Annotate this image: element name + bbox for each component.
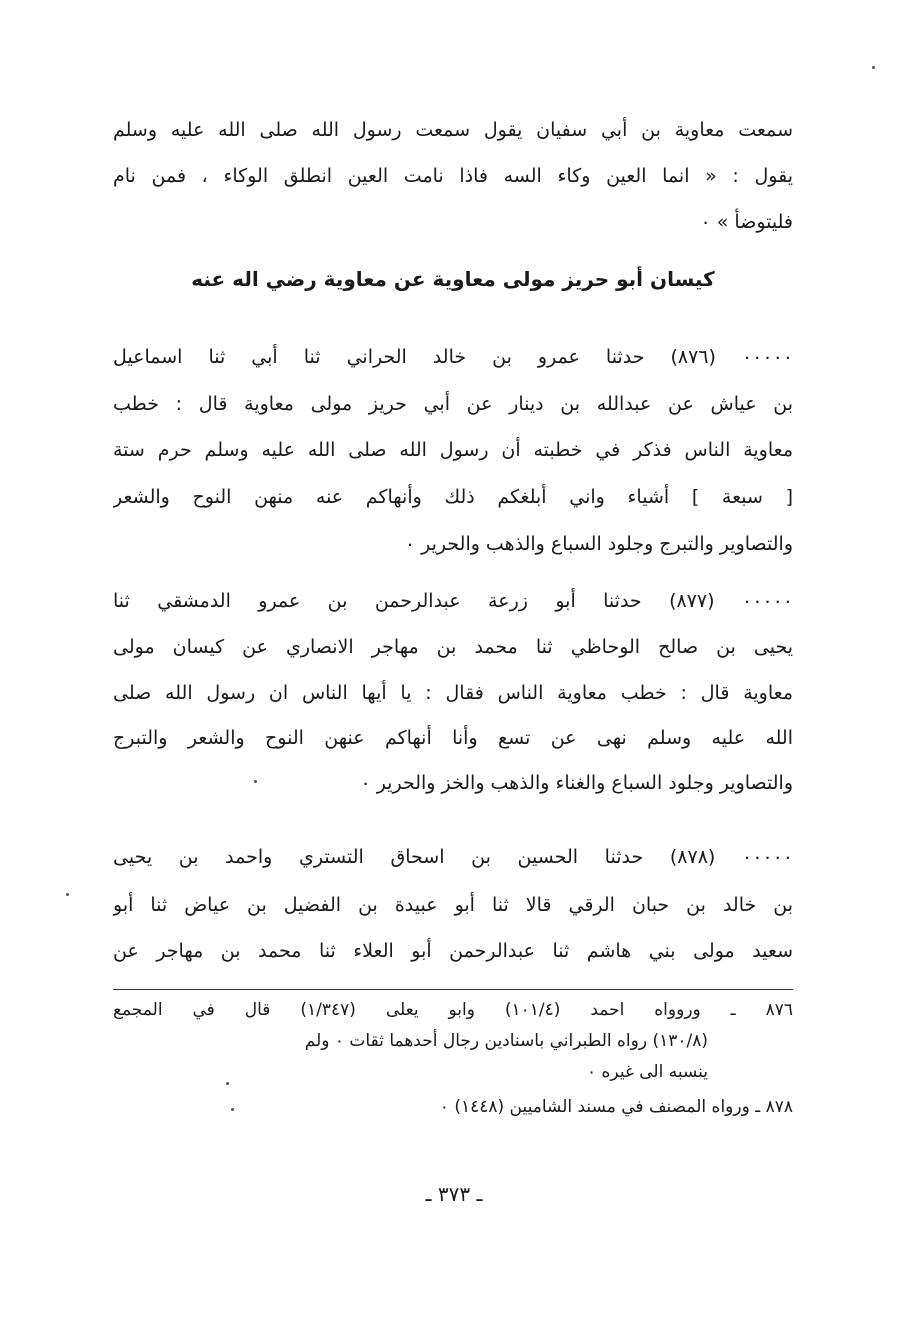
body-line-2: يقول : « انما العين وكاء السه فاذا نامت العين انطلق الوكاء ، فمن نام [113,165,793,187]
scan-speck [226,1082,229,1085]
hadith-876-line-5: والتصاوير والتبرج وجلود السباع والذهب والحرير ٠ [404,533,793,555]
scan-speck [254,780,257,783]
footnote-separator [113,989,793,990]
hadith-878-line-2: بن خالد بن حبان الرقي قالا ثنا أبو عبيدة بن الفضيل بن عياض ثنا أبو [113,894,793,916]
hadith-876-line-3: معاوية الناس فذكر في خطبته أن رسول الله صلى الله عليه وسلم حرم ستة [113,439,793,461]
body-line-3: فليتوضأ » ٠ [700,211,793,233]
scan-speck [66,893,69,896]
hadith-877-line-4: الله عليه وسلم نهى عن تسع وأنا أنهاكم عنهن النوح والشعر والتبرج [113,727,793,749]
hadith-877-line-1: ٠٠٠٠٠ (٨٧٧) حدثنا أبو زرعة عبدالرحمن بن عمرو الدمشقي ثنا [113,590,793,612]
footnote-876-line-2: (١٣٠/٨) رواه الطبراني باسنادين رجال أحدهما ثقات ٠ ولم [304,1031,708,1051]
hadith-876-line-4: [ سبعة ] أشياء واني أبلغكم ذلك وأنهاكم عنه منهن النوح والشعر [113,486,793,508]
hadith-876-line-2: بن عياش عن عبدالله بن دينار عن أبي حريز مولى معاوية قال : خطب [113,393,793,415]
hadith-878-line-1: ٠٠٠٠٠ (٨٧٨) حدثنا الحسين بن اسحاق التستري واحمد بن يحيى [113,846,793,868]
hadith-877-line-3: معاوية قال : خطب معاوية الناس فقال : يا أيها الناس ان رسول الله صلى [113,682,793,704]
page-number: ـ ٣٧٣ ـ [425,1182,483,1206]
scan-speck [231,1108,234,1111]
footnote-878: ٨٧٨ ـ ورواه المصنف في مسند الشاميين (١٤٤٨) ٠ [439,1097,793,1117]
hadith-877-line-2: يحيى بن صالح الوحاظي ثنا محمد بن مهاجر الانصاري عن كيسان مولى [113,636,793,658]
footnote-876-line-3: ينسبه الى غيره ٠ [586,1062,708,1082]
hadith-877-line-5: والتصاوير وجلود السباع والغناء والذهب والخز والحرير ٠ [360,772,793,794]
footnote-876-line-1: ٨٧٦ ـ وروواه احمد (١٠١/٤) وابو يعلى (١/٣٤٧) قال في المجمع [113,1000,793,1020]
hadith-878-line-3: سعيد مولى بني هاشم ثنا عبدالرحمن أبو العلاء ثنا محمد بن مهاجر عن [113,940,793,962]
hadith-876-line-1: ٠٠٠٠٠ (٨٧٦) حدثنا عمرو بن خالد الحراني ثنا أبي ثنا اسماعيل [113,346,793,368]
scan-speck [872,66,875,69]
section-heading: كيسان أبو حريز مولى معاوية عن معاوية رضي اله عنه [191,267,715,291]
body-line-1: سمعت معاوية بن أبي سفيان يقول سمعت رسول الله صلى الله عليه وسلم [113,119,793,141]
